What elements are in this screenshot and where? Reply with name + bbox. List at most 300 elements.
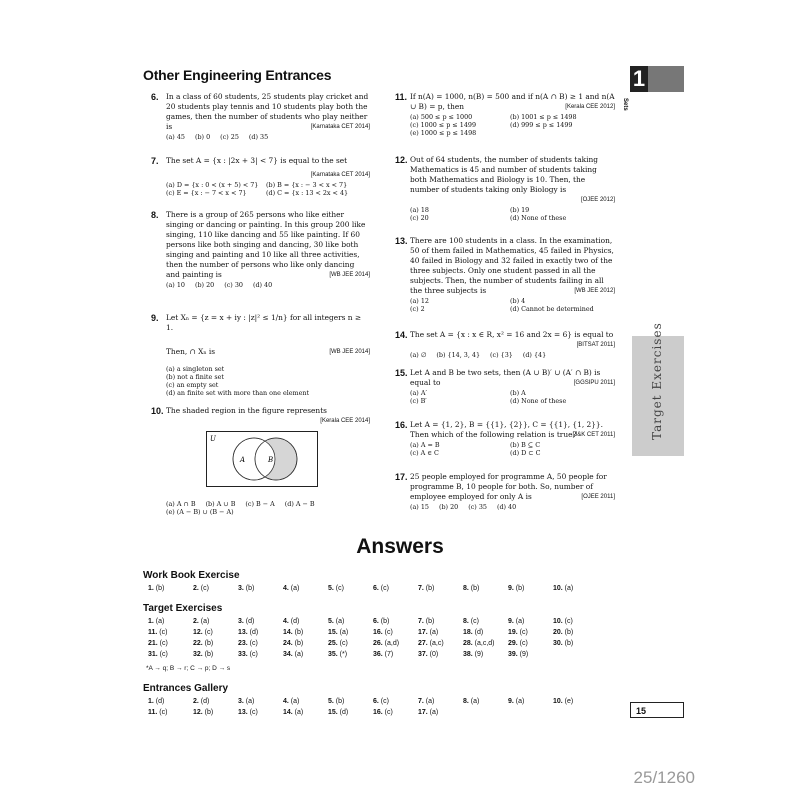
answer-cell (283, 651, 328, 658)
answer-cell (508, 640, 553, 647)
answer-value: (a) (288, 698, 300, 705)
answer-number: 9. (508, 585, 514, 592)
question-number: 9. (151, 313, 159, 323)
answer-cell (373, 640, 418, 647)
answer-cell (508, 651, 553, 658)
answer-number: 25. (328, 640, 338, 647)
answer-row (148, 640, 598, 647)
answer-value: (d) (472, 629, 484, 636)
option: (d) A − B (284, 500, 315, 508)
answer-number: 1. (148, 585, 154, 592)
answer-cell (238, 629, 283, 636)
answer-cell (553, 640, 598, 647)
answer-cell (193, 629, 238, 636)
answer-cell (418, 640, 463, 647)
option: (b) {14, 3, 4} (436, 351, 481, 359)
answer-cell (193, 618, 238, 625)
answer-number: 20. (553, 629, 563, 636)
option: (d) an finite set with more than one element (166, 389, 310, 397)
answer-cell (283, 709, 328, 716)
question-source: [WB JEE 2014] (329, 349, 370, 355)
answer-value: (c) (378, 585, 389, 592)
option: (d) 35 (248, 133, 269, 141)
answer-number: 8. (463, 698, 469, 705)
answer-value: (a) (292, 651, 304, 658)
answer-number: 30. (553, 640, 563, 647)
answer-cell (553, 709, 598, 716)
answer-cell (508, 585, 553, 592)
gallery-heading: Entrances Gallery (143, 683, 229, 694)
answer-cell (463, 640, 508, 647)
answer-value: (b) (292, 629, 304, 636)
option: (d) {4} (522, 351, 547, 359)
answer-number: 35. (328, 651, 338, 658)
answer-number: 2. (193, 698, 199, 705)
venn-label-b: B (268, 456, 274, 464)
answer-cell (373, 585, 418, 592)
answer-value: (b) (153, 585, 165, 592)
question-number: 13. (395, 236, 408, 246)
option: (b) not a finite set (166, 373, 224, 381)
answer-cell (553, 618, 598, 625)
target-heading: Target Exercises (143, 603, 223, 614)
answer-value: (a) (333, 618, 345, 625)
answer-cell (193, 651, 238, 658)
option: (a) A = B (410, 441, 440, 449)
options (410, 503, 615, 511)
answer-number: 3. (238, 698, 244, 705)
question-15 (395, 368, 615, 405)
question-text: Out of 64 students, the number of students taking Mathematics is 45 and number of students taking both Mathematics and Biology is 10. Then, the number of students taking only Biology is (410, 155, 598, 194)
answer-cell (373, 651, 418, 658)
answer-cell (553, 651, 598, 658)
answer-cell (238, 585, 283, 592)
answer-number: 4. (283, 618, 289, 625)
option: (c) 30 (224, 281, 243, 289)
answer-cell (238, 698, 283, 705)
option: (d) 999 ≤ p ≤ 1499 (510, 121, 573, 129)
option: (c) E = {x : − 7 < x < 7} (166, 189, 247, 197)
answer-number: 18. (463, 629, 473, 636)
answer-value: (c) (157, 629, 168, 636)
answer-number: 24. (283, 640, 293, 647)
answer-cell (238, 640, 283, 647)
answer-number: 37. (418, 651, 428, 658)
question-text: There is a group of 265 persons who like either singing or dancing or painting. In this group 200 like singing, 110 like dancing and 55 like painting. If 60 persons like both singing and dancing, 30 like both singing and painting and 10 like all three activities, then the number of persons who like only dancing and painting is (166, 210, 366, 279)
answer-value: (d) (337, 709, 349, 716)
question-source: [GGSIPU 2011] (573, 380, 615, 386)
answer-number: 7. (418, 698, 424, 705)
question-text: The set A = {x : x ∈ R, x² = 16 and 2x = 6} is equal to (410, 330, 614, 339)
option: (d) None of these (510, 214, 567, 222)
answer-value: (a) (198, 618, 210, 625)
option: (a) 500 ≤ p ≤ 1000 (410, 113, 473, 121)
question-8 (151, 210, 370, 289)
question-source: [J&K CET 2011] (572, 432, 615, 438)
answer-number: 9. (508, 698, 514, 705)
option: (b) A (510, 389, 526, 397)
answer-cell (238, 651, 283, 658)
option: (b) B ⊆ C (510, 441, 541, 449)
answer-number: 2. (193, 585, 199, 592)
option: (d) D ⊂ C (510, 449, 541, 457)
answer-value: (c) (337, 640, 348, 647)
question-text: Let A and B be two sets, then (A ∪ B)′ ∪ (A′ ∩ B) is equal to (410, 368, 601, 387)
answer-value: (c) (517, 629, 528, 636)
answer-number: 6. (373, 618, 379, 625)
answer-number: 13. (238, 709, 248, 716)
answer-note: *A → q; B → r; C → p; D → s (146, 665, 231, 672)
answer-value: (c) (382, 629, 393, 636)
question-6 (151, 92, 370, 141)
question-text: If n(A) = 1000, n(B) = 500 and if n(A ∩ B) ≥ 1 and n(A ∪ B) = p, then (410, 92, 615, 111)
option: (c) {3} (490, 351, 513, 359)
answer-number: 17. (418, 709, 428, 716)
answer-value: (d) (153, 698, 165, 705)
answer-value: (a) (513, 618, 525, 625)
options (166, 281, 370, 289)
option: (d) 40 (496, 503, 517, 511)
option: (c) 35 (468, 503, 487, 511)
answer-value: (c) (333, 585, 344, 592)
question-text: In a class of 60 students, 25 students play cricket and 20 students play tennis and 10 students play both the games, then the number of students who play neither is (166, 92, 369, 131)
answer-number: 34. (283, 651, 293, 658)
answer-number: 5. (328, 698, 334, 705)
answer-number: 10. (553, 585, 563, 592)
answer-cell (463, 629, 508, 636)
answer-cell (553, 629, 598, 636)
answer-value: (9) (472, 651, 484, 658)
answer-cell (148, 709, 193, 716)
option: (b) B = {x : − 3 < x < 7} (266, 181, 348, 189)
question-source: [BITSAT 2011] (576, 342, 615, 348)
option: (c) A ∈ C (410, 449, 439, 457)
answer-value: (c) (562, 618, 573, 625)
question-16 (395, 420, 615, 457)
question-source: [WB JEE 2012] (574, 288, 615, 294)
answer-value: (a) (513, 698, 525, 705)
option: (a) 45 (166, 133, 185, 141)
answer-number: 8. (463, 618, 469, 625)
option: (c) 2 (410, 305, 425, 313)
option: (d) None of these (510, 397, 567, 405)
question-text: Let Xₙ = {z = x + iy : |z|² ≤ 1/n} for all integers n ≥ 1. (166, 313, 362, 332)
question-text: 25 people employed for programme A, 50 people for programme B, 10 people for both. So, number of employee employed for only A is (410, 472, 607, 501)
option: (d) Cannot be determined (510, 305, 594, 313)
question-14 (395, 330, 615, 359)
option: (a) ∅ (410, 351, 427, 359)
answer-value: (b) (513, 585, 525, 592)
options (166, 133, 370, 141)
question-number: 7. (151, 156, 159, 166)
answer-value: (a) (288, 585, 300, 592)
answer-cell (418, 698, 463, 705)
option: (b) A ∪ B (205, 500, 236, 508)
option: (d) C = {x : 13 < 2x < 4} (266, 189, 349, 197)
answer-cell (193, 709, 238, 716)
question-17 (395, 472, 615, 511)
answer-number: 3. (238, 618, 244, 625)
answer-number: 19. (508, 629, 518, 636)
answer-cell (238, 709, 283, 716)
answer-value: (d) (243, 618, 255, 625)
answer-cell (283, 618, 328, 625)
answer-number: 4. (283, 585, 289, 592)
answer-number: 12. (193, 709, 203, 716)
answer-value: (d) (198, 698, 210, 705)
answer-row (148, 585, 598, 592)
question-source: [OJEE 2012] (580, 197, 615, 203)
option: (c) 1000 ≤ p ≤ 1499 (410, 121, 477, 129)
answer-value: (c) (198, 585, 209, 592)
answer-value: (c) (247, 651, 258, 658)
question-number: 14. (395, 330, 408, 340)
answer-number: 27. (418, 640, 428, 647)
answer-number: 15. (328, 629, 338, 636)
answer-cell (373, 709, 418, 716)
answer-cell (148, 651, 193, 658)
question-number: 12. (395, 155, 408, 165)
question-text: The set A = {x : |2x + 3| < 7} is equal to the set (166, 156, 348, 165)
question-number: 6. (151, 92, 159, 102)
answer-cell (463, 618, 508, 625)
answer-cell (283, 629, 328, 636)
answer-number: 3. (238, 585, 244, 592)
option: (d) 40 (252, 281, 273, 289)
answer-cell (418, 651, 463, 658)
answer-value: (b) (468, 585, 480, 592)
answer-row (148, 709, 598, 716)
question-10-options (166, 499, 370, 516)
answer-number: 33. (238, 651, 248, 658)
option: (a) 12 (410, 297, 429, 305)
answer-cell (508, 618, 553, 625)
answer-cell (373, 698, 418, 705)
answer-number: 17. (418, 629, 428, 636)
answer-row (148, 618, 598, 625)
answer-value: (c) (382, 709, 393, 716)
answer-value: (*) (337, 651, 348, 658)
answer-value: (c) (378, 698, 389, 705)
question-text: The shaded region in the figure represents (166, 406, 327, 415)
viewer-page-indicator: 25/1260 (633, 768, 695, 787)
answer-value: (b) (202, 709, 214, 716)
answer-number: 5. (328, 618, 334, 625)
answer-number: 6. (373, 585, 379, 592)
answer-cell (148, 618, 193, 625)
answer-number: 26. (373, 640, 383, 647)
answer-row (148, 629, 598, 636)
answer-cell (373, 618, 418, 625)
answer-cell (328, 629, 373, 636)
question-9 (151, 313, 370, 397)
answer-number: 22. (193, 640, 203, 647)
answer-value: (b) (423, 585, 435, 592)
answer-value: (b) (562, 629, 574, 636)
answer-value: (7) (382, 651, 394, 658)
answer-value: (d) (247, 629, 259, 636)
option: (c) B′ (410, 397, 427, 405)
answer-number: 16. (373, 629, 383, 636)
answer-cell (553, 698, 598, 705)
question-text: Let A = {1, 2}, B = {{1}, {2}}, C = {{1}, {1, 2}}. Then which of the following relation is true? (410, 420, 603, 439)
section-title: Other Engineering Entrances (143, 67, 332, 83)
answer-cell (193, 585, 238, 592)
answer-cell (283, 585, 328, 592)
answer-cell (373, 629, 418, 636)
option: (b) 20 (438, 503, 459, 511)
options (166, 500, 370, 508)
answer-value: (c) (157, 640, 168, 647)
answer-number: 16. (373, 709, 383, 716)
answer-value: (9) (517, 651, 529, 658)
answer-value: (a) (427, 629, 439, 636)
question-number: 16. (395, 420, 408, 430)
answer-number: 23. (238, 640, 248, 647)
question-11 (395, 92, 615, 137)
question-10 (151, 406, 370, 426)
option: (e) 1000 ≤ p ≤ 1498 (410, 129, 477, 137)
answer-value: (d) (288, 618, 300, 625)
answer-number: 8. (463, 585, 469, 592)
answer-number: 14. (283, 629, 293, 636)
venn-diagram (206, 431, 318, 487)
answer-value: (a,d) (382, 640, 400, 647)
answer-cell (508, 698, 553, 705)
option: (a) A′ (410, 389, 427, 397)
option: (a) A ∩ B (166, 500, 196, 508)
question-number: 10. (151, 406, 164, 416)
options (410, 297, 615, 313)
answer-value: (a) (427, 709, 439, 716)
option: (a) D = {x : 0 < (x + 5) < 7} (166, 181, 259, 189)
question-source: [WB JEE 2014] (329, 272, 370, 278)
answer-value: (c) (517, 640, 528, 647)
question-source: [Karnataka CET 2014] (310, 124, 370, 130)
answer-cell (328, 640, 373, 647)
answer-number: 12. (193, 629, 203, 636)
answer-value: (b) (202, 651, 214, 658)
answer-value: (a) (468, 698, 480, 705)
option: (b) 0 (194, 133, 211, 141)
answer-value: (a) (337, 629, 349, 636)
answer-value: (c) (247, 709, 258, 716)
answer-cell (328, 618, 373, 625)
answer-value: (b) (243, 585, 255, 592)
answer-number: 36. (373, 651, 383, 658)
option: (e) (A − B) ∪ (B − A) (166, 508, 234, 516)
answer-value: (a,c) (427, 640, 444, 647)
answer-cell (283, 640, 328, 647)
question-source: [Karnataka CET 2014] (310, 172, 370, 178)
answer-cell (148, 698, 193, 705)
option: (b) 19 (510, 206, 530, 214)
question-number: 17. (395, 472, 408, 482)
answer-number: 10. (553, 618, 563, 625)
answer-cell (328, 585, 373, 592)
answer-value: (c) (247, 640, 258, 647)
answer-value: (b) (562, 640, 574, 647)
question-text: There are 100 students in a class. In the examination, 50 of them failed in Mathematics, 45 failed in Physics, 40 failed in Biology and 32 failed in exactly two of the three subjects. Only one student passed in all the subjects. Then, the number of students failing in all the three subjects is (410, 236, 614, 295)
answer-value: (a) (562, 585, 574, 592)
answer-cell (328, 698, 373, 705)
answer-number: 28. (463, 640, 473, 647)
answer-value: (c) (157, 709, 168, 716)
answer-cell (463, 585, 508, 592)
answer-value: (b) (333, 698, 345, 705)
answer-cell (193, 698, 238, 705)
question-13 (395, 236, 615, 313)
answer-number: 2. (193, 618, 199, 625)
answer-value: (0) (427, 651, 439, 658)
answer-number: 7. (418, 585, 424, 592)
answer-number: 1. (148, 618, 154, 625)
venn-label-u: U (210, 435, 216, 443)
answer-value: (c) (157, 651, 168, 658)
answer-cell (328, 651, 373, 658)
question-source: [Kerala CEE 2012] (565, 104, 615, 110)
options (410, 441, 615, 457)
answer-number: 1. (148, 698, 154, 705)
answer-value: (c) (202, 629, 213, 636)
answer-value: (a) (292, 709, 304, 716)
answers-title: Answers (356, 535, 444, 558)
option: (c) 25 (220, 133, 239, 141)
work-book-heading: Work Book Exercise (143, 570, 240, 581)
page-number: 15 (630, 702, 684, 718)
answer-cell (463, 651, 508, 658)
option: (a) 15 (410, 503, 429, 511)
answer-number: 6. (373, 698, 379, 705)
target-exercises-label: Target Exercises (650, 322, 664, 440)
answer-cell (148, 629, 193, 636)
question-number: 15. (395, 368, 408, 378)
answer-cell (418, 618, 463, 625)
option: (b) 4 (510, 297, 526, 305)
options (166, 365, 370, 397)
answer-number: 29. (508, 640, 518, 647)
answer-value: (a) (153, 618, 165, 625)
answer-number: 31. (148, 651, 158, 658)
option: (b) 20 (194, 281, 215, 289)
options (410, 206, 615, 222)
option: (a) a singleton set (166, 365, 225, 373)
answer-cell (193, 640, 238, 647)
answer-number: 13. (238, 629, 248, 636)
answer-cell (148, 640, 193, 647)
question-source: [OJEE 2011] (581, 494, 615, 500)
answer-number: 4. (283, 698, 289, 705)
answer-value: (a) (423, 698, 435, 705)
answer-cell (238, 618, 283, 625)
answer-value: (b) (378, 618, 390, 625)
answer-cell (508, 629, 553, 636)
options (410, 113, 615, 137)
answer-cell (148, 585, 193, 592)
question-number: 8. (151, 210, 159, 220)
question-7 (151, 156, 370, 197)
answer-cell (418, 585, 463, 592)
options (410, 351, 615, 359)
option: (c) 20 (410, 214, 429, 222)
answer-cell (553, 585, 598, 592)
answer-row (148, 698, 598, 705)
answer-number: 7. (418, 618, 424, 625)
answer-cell (283, 698, 328, 705)
answer-number: 39. (508, 651, 518, 658)
answer-cell (508, 709, 553, 716)
answer-number: 11. (148, 709, 158, 716)
